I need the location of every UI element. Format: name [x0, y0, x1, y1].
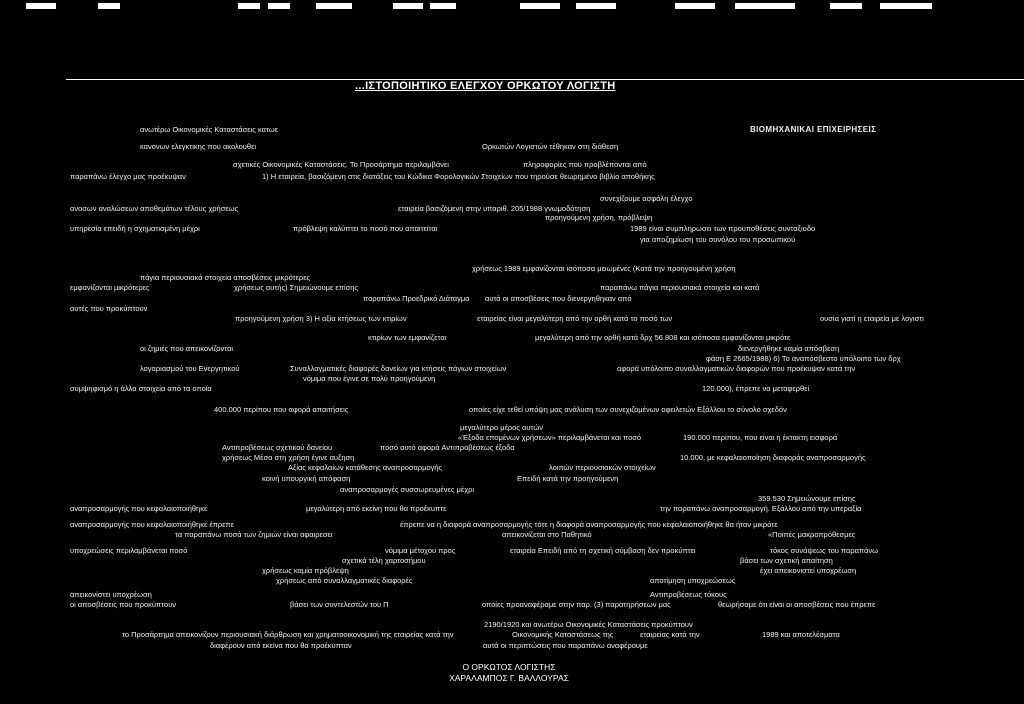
text-line: ανωτέρω Οικονομικές Καταστάσεις κατωε: [140, 125, 279, 134]
text-line: Οικονομικής Καταστάσεως της: [512, 630, 614, 639]
text-line: χρήσεως από συναλλαγματικές διαφορές: [276, 576, 413, 585]
text-line: ποσό αυτό αφορά Αντιπροβέσεως έξοδα: [380, 443, 515, 452]
text-line: σχετικές Οικονομικές Καταστάσεις. Το Προσάρτημα περιλαμβάνει: [233, 160, 449, 169]
text-line: αυτά οι αποσβέσεις που διενεργηθηκαν από: [485, 294, 632, 303]
text-line: χρήσεως Μέσα στη χρήση έγινε αυξηση: [222, 453, 355, 462]
document-title: ...ΙΣΤΟΠΟΙΗΤΙΚΟ ΕΛΕΓΧΟΥ ΟΡΚΩΤΟΥ ΛΟΓΙΣΤΗ: [355, 80, 616, 92]
text-line: ανοσων αναλώσεων αποθεμάτων τέλους χρήσεως: [70, 204, 239, 213]
text-line: το Προσάρτημα απεικονίζουν περιουσιακή διάρθρωση και χρηματοοικονομική της εταιρείας κατά την: [122, 630, 454, 639]
text-line: χρήσεως αυτής) Σημειώνουμε επίσης: [234, 283, 359, 292]
text-line: απεικονίστει υποχρέωση: [70, 590, 152, 599]
text-line: συνεχίζουμε ασφάλη έλεγχο: [600, 194, 693, 203]
text-line: βάσει των σχετική απαίτηση: [740, 556, 833, 565]
text-line: λοιπών περιουσιακών στοιχείων: [549, 463, 656, 472]
text-line: συμψηφισμό η άλλα στοιχεία από τα οποία: [70, 384, 212, 393]
text-line: έπρεπε να η διαφορά αναπροσαρμογής τότε η διαφορά αναπροσαρμογής που κεφαλαιοποιήθηκε θα ήταν μικρότε: [400, 520, 778, 529]
text-line: την παραπάνω αναπροσαρμογή. Εξάλλου από την υπεραξία: [660, 504, 862, 513]
text-line: ουσία γιατί η εταιρεία με λογιστι: [820, 314, 924, 323]
text-line: 120.000), έπρεπε να μεταφερθεί: [702, 384, 810, 393]
text-line: 10.000, με κεφαλαιοποίηση διαφοράς αναπροσαρμογής: [680, 453, 866, 462]
signature-name: ΧΑΡΑΛΑΜΠΟΣ Γ. ΒΑΛΛΟΥΡΑΣ: [449, 673, 569, 683]
text-line: νόμιμα που έγινε σε πολύ προηγούμενη: [303, 374, 436, 383]
text-line: οι αποσβέσεις που προκύπτουν: [70, 600, 177, 609]
text-line: Συναλλαγματικές διαφορές δανείων για κτήσεις πάγιων στοιχείων: [290, 364, 507, 373]
text-line: εταιρεία βασιζόμενη στην υπαριθ. 205/1988 γνωμοδότηση: [398, 204, 591, 213]
text-line: βάσει των συντελεστών του Π: [290, 600, 389, 609]
text-line: 1) Η εταιρεία, βασιζόμενη στις διατάξεις του Κώδικα Φορολογικών Στοιχείων που τηρούσε θεωρημένο βιβλίο αποθήκης: [262, 172, 655, 181]
text-line: 400.000 περίπου που αφορά απαιτήσεις: [214, 405, 349, 414]
text-line: διενεργήθηκε καμία απόσβεση: [738, 344, 840, 353]
text-line: αναπροσαρμογής που κεφαλαιοποιήθηκε έπρεπε: [70, 520, 235, 529]
text-line: αναπροσαρμογές συσσωρευμένες μέχρι: [340, 485, 475, 494]
text-line: οποίες προαναφέραμε στην παρ. (3) παρατηρήσεων μας: [482, 600, 671, 609]
text-line: 1989 και αποτελέσματα: [762, 630, 840, 639]
text-line: θεωρήσαμε ότι είναι οι αποσβέσεις που έπρεπε: [718, 600, 876, 609]
text-line: μεγαλύτερη από εκείνη που θα προέκυπτε: [306, 504, 447, 513]
signature-block: [444, 662, 574, 684]
text-line: προηγούμενη χρήση, πρόβλεψη: [545, 213, 653, 222]
text-line: παραπάνω Προεδρικό Διάταγμα: [363, 294, 470, 303]
text-line: παραπάνω έλεγχο μας προέκυψαν: [70, 172, 186, 181]
text-line: 190.000 περίπου, που είναι η έκτακτη εισφορά: [683, 433, 838, 442]
text-line: Επειδή κατά την προηγούμενη: [517, 474, 619, 483]
top-edge-marks: [0, 0, 1024, 20]
text-line: κτιρίων των εμφανίζεται: [368, 333, 447, 342]
text-line: πρόβλεψη καλύπτει το ποσό που απαιτείται: [293, 224, 438, 233]
text-line: υποχρεώσεις περιλαμβάνεται ποσό: [70, 546, 188, 555]
text-line: προηγούμενη χρήση 3) Η αξία κτήσεως των κτιρίων: [235, 314, 407, 323]
text-line: κανονων ελεγκτικης που ακολουθει: [140, 142, 257, 151]
text-line: φάση Ε 2665/1988) 6) Το αναπόσβεστο υπόλοιπο των δρχ: [706, 354, 901, 363]
text-line: μεγαλύτερο μέρος αυτών: [460, 423, 543, 432]
text-line: χρήσεως 1989 εμφανίζονται ισόποσα μειωμένες (Κατά την προηγουμένη χρήση: [472, 264, 736, 273]
text-line: σχετικά τέλη χαρτοσήμου: [342, 556, 426, 565]
text-line: οποίες είχε τεθεί υπόψη μας ανάλυση των συνεχιζομένων οφειλετών Εξάλλου το σύνολο σχεδόν: [469, 405, 787, 414]
text-line: χρήσεως καμία πρόβλεψη: [262, 566, 349, 575]
text-line: υπηρεσία επειδή η σχηματισμένη μέχρι: [70, 224, 200, 233]
text-line: νόμιμα μέτοχου προς: [385, 546, 456, 555]
text-line: τόκος συνάψεως του παραπάνω: [770, 546, 878, 555]
text-line: απεικονίζεται στο Παθητικό: [502, 530, 592, 539]
text-line: λογαριασμού του Ενεργητικού: [140, 364, 240, 373]
text-line: πάγια περιουσιακά στοιχεία αποσβέσεις μικρότερες: [140, 273, 311, 282]
text-line: εμφανίζονται μικρότερες: [70, 283, 150, 292]
text-line: Αξίας κεφαλαίων κατάθεσης αναπροσαρμογής: [288, 463, 443, 472]
text-line: 2190/1920 και ανωτέρω Οικονομικές Καταστάσεις προκύπτουν: [484, 620, 693, 629]
text-line: πληροφορίες που προβλέπονται από: [523, 160, 647, 169]
text-line: διαφέρουν από εκείνα που θα προέκυπταν: [210, 641, 352, 650]
text-line: οι ζημιές που απεικονίζονται: [140, 344, 234, 353]
text-line: «Έξοδα επομένων χρήσεων» περιλαμβάνεται και ποσό: [458, 433, 642, 442]
text-line: παραπάνω πάγια περιουσιακά στοιχεία και κατά: [600, 283, 760, 292]
text-line: εταιρείας κατά την: [640, 630, 700, 639]
text-line: εταιρεία Επειδή από τη σχετική σύμβαση δεν προκύπτει: [510, 546, 696, 555]
text-line: «Ποιπές μακροπρόθεσμες: [768, 530, 856, 539]
company-heading: ΒΙΟΜΗΧΑΝΙΚΑΙ ΕΠΙΧΕΙΡΗΣΕΙΣ: [750, 125, 877, 134]
signature-role: Ο ΟΡΚΩΤΟΣ ΛΟΓΙΣΤΗΣ: [462, 662, 556, 672]
text-line: για αποζημίωση του συνόλου του προσωπικού: [640, 235, 796, 244]
text-line: Ορκωτών Λογιστών τέθηκαν στη διάθεση: [482, 142, 619, 151]
text-line: Αντιπροβέσεως σχετικού δανείου: [222, 443, 333, 452]
text-line: αναπροσαρμογής που κεφαλαιοποιήθηκε: [70, 504, 208, 513]
text-line: τα παραπάνω ποσά των ζημιών είναι αφαιρεσει: [175, 530, 333, 539]
text-line: 1989 είναι συμπληρωσει των προυποθέσεις συνταξιοδο: [630, 224, 816, 233]
text-line: αυτές που προκύπτουν: [70, 304, 148, 313]
text-line: αυτά οι περιπτώσεις που παραπάνω αναφέρουμε: [483, 641, 648, 650]
text-line: 359.530 Σημειώνουμε επίσης: [758, 494, 856, 503]
text-line: αφορά υπόλοιπο συναλλαγματικών διαφορών που προέκυψαν κατά την: [617, 364, 856, 373]
text-line: αποτίμηση υποχρεώσεως: [650, 576, 736, 585]
text-line: Αντιπροβέσεως τόκους: [650, 590, 727, 599]
text-line: έχει απεικονιστεί υποχρέωση: [760, 566, 857, 575]
text-line: εταιρείας είναι μεγαλύτερη από την ορθή κατά το ποσό των: [477, 314, 673, 323]
text-line: μεγαλύτερη από την ορθή κατά δρχ 56.808 και ισόποσα εμφανίζονται μικρότε: [535, 333, 791, 342]
text-line: κοινή υπουργική απόφαση: [262, 474, 351, 483]
